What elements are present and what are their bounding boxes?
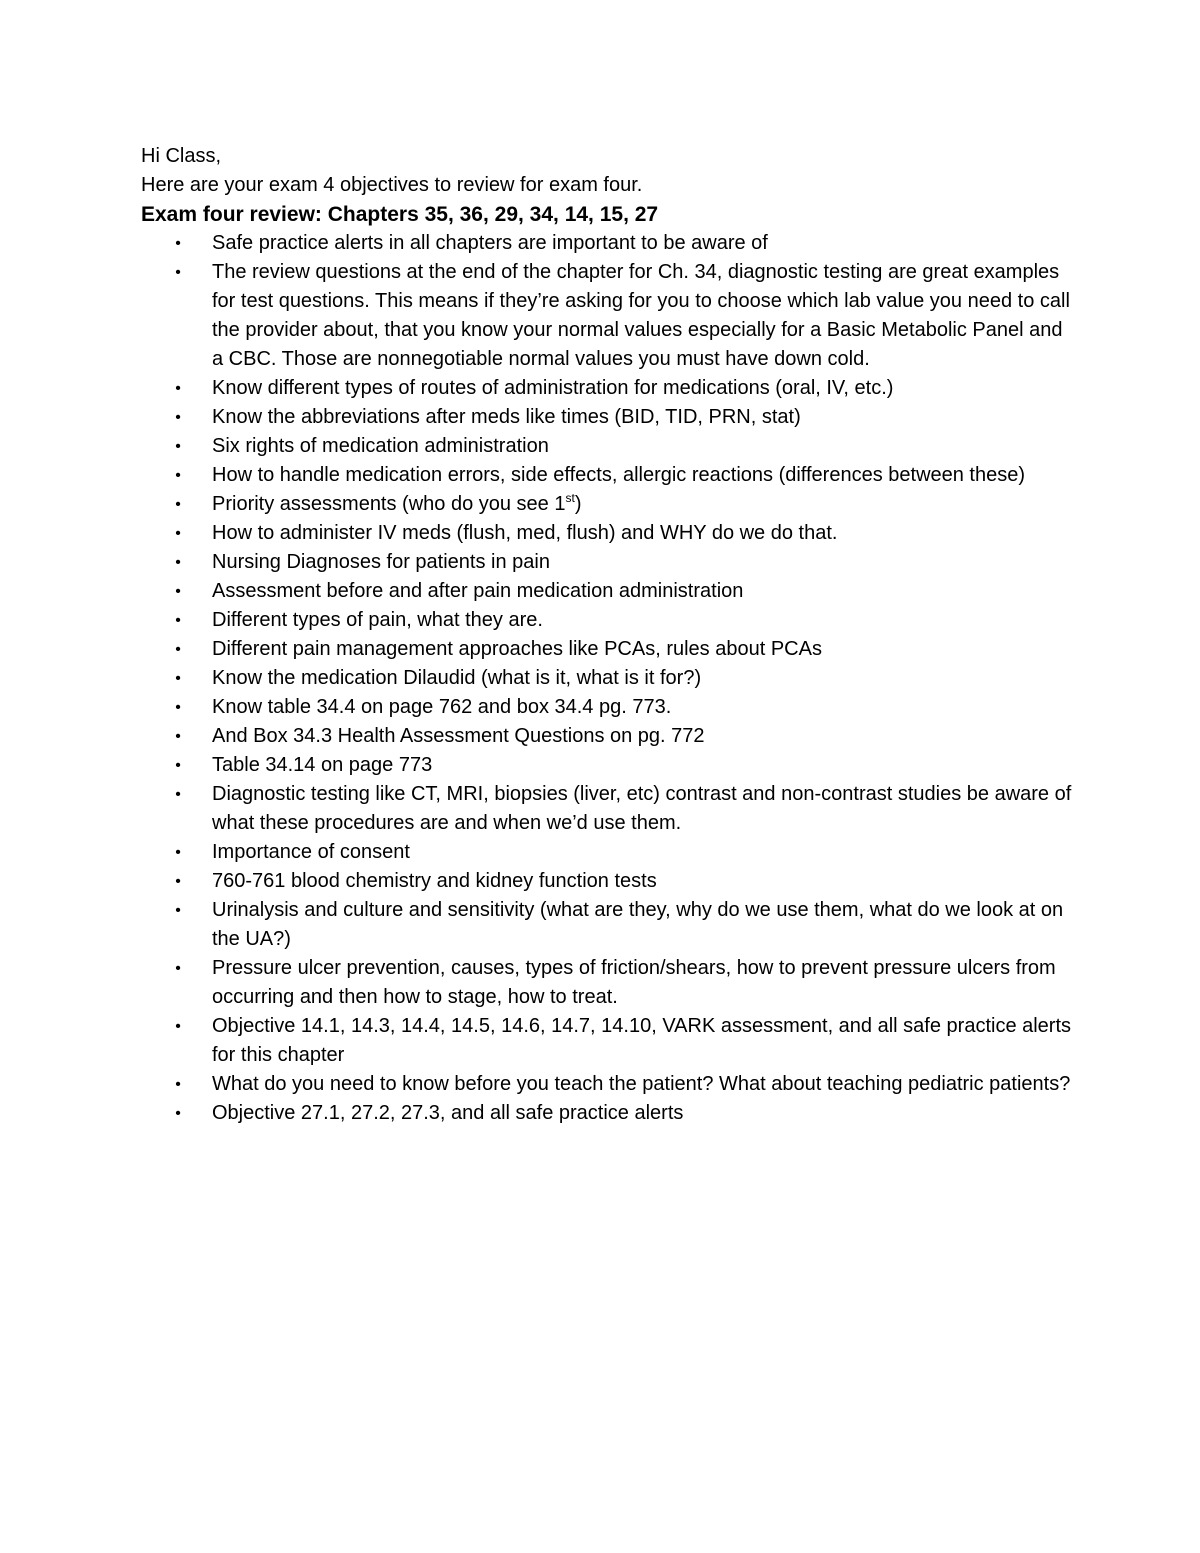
- list-item: [141, 490, 1072, 519]
- list-item: [141, 374, 1072, 403]
- list-item-text: Different pain management approaches like PCAs, rules about PCAs: [212, 638, 822, 660]
- list-item: [141, 635, 1072, 664]
- list-item: [141, 461, 1072, 490]
- list-item-text: What do you need to know before you teach the patient? What about teaching pediatric patients?: [212, 1073, 1071, 1095]
- bullet-icon: •: [175, 264, 181, 281]
- list-item-text: Six rights of medication administration: [212, 435, 549, 457]
- list-item-text: 760-761 blood chemistry and kidney function tests: [212, 870, 657, 892]
- list-item-text: Objective 27.1, 27.2, 27.3, and all safe practice alerts: [212, 1102, 684, 1124]
- bullet-icon: •: [175, 728, 181, 745]
- list-item-text: How to administer IV meds (flush, med, flush) and WHY do we do that.: [212, 522, 838, 544]
- list-item: [141, 896, 1072, 954]
- bullet-icon: •: [175, 641, 181, 658]
- bullet-icon: •: [175, 1076, 181, 1093]
- ordinal-superscript: st: [565, 491, 575, 505]
- list-item: [141, 432, 1072, 461]
- list-item-text: Priority assessments (who do you see 1: [212, 493, 566, 515]
- list-item-text: And Box 34.3 Health Assessment Questions on pg. 772: [212, 725, 705, 747]
- list-item-text: Objective 14.1, 14.3, 14.4, 14.5, 14.6, 14.7, 14.10, VARK assessment, and all safe practice alerts for this chapter: [212, 1015, 1072, 1066]
- list-item-text-tail: ): [574, 493, 582, 515]
- list-item-text: Pressure ulcer prevention, causes, types of friction/shears, how to prevent pressure ulcers from occurring and then how to stage, how to treat.: [212, 957, 1056, 1008]
- objectives-list: [141, 229, 1071, 1128]
- bullet-icon: •: [175, 438, 181, 455]
- list-item: [141, 548, 1072, 577]
- list-item: [141, 722, 1072, 751]
- bullet-icon: •: [175, 235, 181, 252]
- bullet-icon: •: [175, 1105, 181, 1122]
- bullet-icon: •: [175, 670, 181, 687]
- list-item-text: Safe practice alerts in all chapters are important to be aware of: [212, 232, 768, 254]
- list-item-text: Importance of consent: [212, 841, 410, 863]
- bullet-icon: •: [175, 583, 181, 600]
- list-item: [141, 1070, 1072, 1099]
- exam-review-heading: Exam four review: Chapters 35, 36, 29, 34, 14, 15, 27: [141, 203, 659, 226]
- list-item: [141, 867, 1072, 896]
- list-item: [141, 664, 1072, 693]
- list-item-text: Diagnostic testing like CT, MRI, biopsies (liver, etc) contrast and non-contrast studies be aware of what these procedures are and when we’d use them.: [212, 783, 1072, 834]
- greeting-line: Hi Class,: [141, 145, 222, 167]
- list-item: [141, 838, 1072, 867]
- document-body: [141, 142, 1071, 1128]
- bullet-icon: •: [175, 467, 181, 484]
- bullet-icon: •: [175, 873, 181, 890]
- bullet-icon: •: [175, 496, 181, 513]
- list-item: [141, 780, 1072, 838]
- bullet-icon: •: [175, 757, 181, 774]
- list-item-text: Different types of pain, what they are.: [212, 609, 543, 631]
- intro-line: Here are your exam 4 objectives to review for exam four.: [141, 174, 643, 196]
- bullet-icon: •: [175, 554, 181, 571]
- list-item-text: Urinalysis and culture and sensitivity (what are they, why do we use them, what do we look at on the UA?): [212, 899, 1064, 950]
- list-item: [141, 954, 1072, 1012]
- bullet-icon: •: [175, 525, 181, 542]
- list-item-text: Know the medication Dilaudid (what is it, what is it for?): [212, 667, 702, 689]
- list-item: [141, 229, 1072, 258]
- list-item: [141, 693, 1072, 722]
- bullet-icon: •: [175, 902, 181, 919]
- list-item-text: Assessment before and after pain medication administration: [212, 580, 744, 602]
- bullet-icon: •: [175, 960, 181, 977]
- bullet-icon: •: [175, 699, 181, 716]
- list-item: [141, 577, 1072, 606]
- list-item-text: Know table 34.4 on page 762 and box 34.4 pg. 773.: [212, 696, 672, 718]
- list-item-text: The review questions at the end of the chapter for Ch. 34, diagnostic testing are great examples for test questions. This means if they’re asking for you to choose which lab value you need to call the provider about, that you know your normal values especially for a Basic Metabolic Panel and a CBC. Those are nonnegotiable normal values you must have down cold.: [212, 261, 1070, 370]
- bullet-icon: •: [175, 612, 181, 629]
- list-item: [141, 403, 1072, 432]
- list-item: [141, 606, 1072, 635]
- bullet-icon: •: [175, 786, 181, 803]
- bullet-icon: •: [175, 380, 181, 397]
- list-item-text: Nursing Diagnoses for patients in pain: [212, 551, 550, 573]
- list-item-text: Know different types of routes of administration for medications (oral, IV, etc.): [212, 377, 894, 399]
- list-item: [141, 519, 1072, 548]
- bullet-icon: •: [175, 844, 181, 861]
- bullet-icon: •: [175, 409, 181, 426]
- list-item-text: Know the abbreviations after meds like times (BID, TID, PRN, stat): [212, 406, 801, 428]
- bullet-icon: •: [175, 1018, 181, 1035]
- list-item-text: Table 34.14 on page 773: [212, 754, 433, 776]
- list-item-text: How to handle medication errors, side effects, allergic reactions (differences between these): [212, 464, 1026, 486]
- list-item: [141, 1012, 1072, 1070]
- list-item: [141, 258, 1072, 374]
- list-item: [141, 751, 1072, 780]
- list-item: [141, 1099, 1072, 1128]
